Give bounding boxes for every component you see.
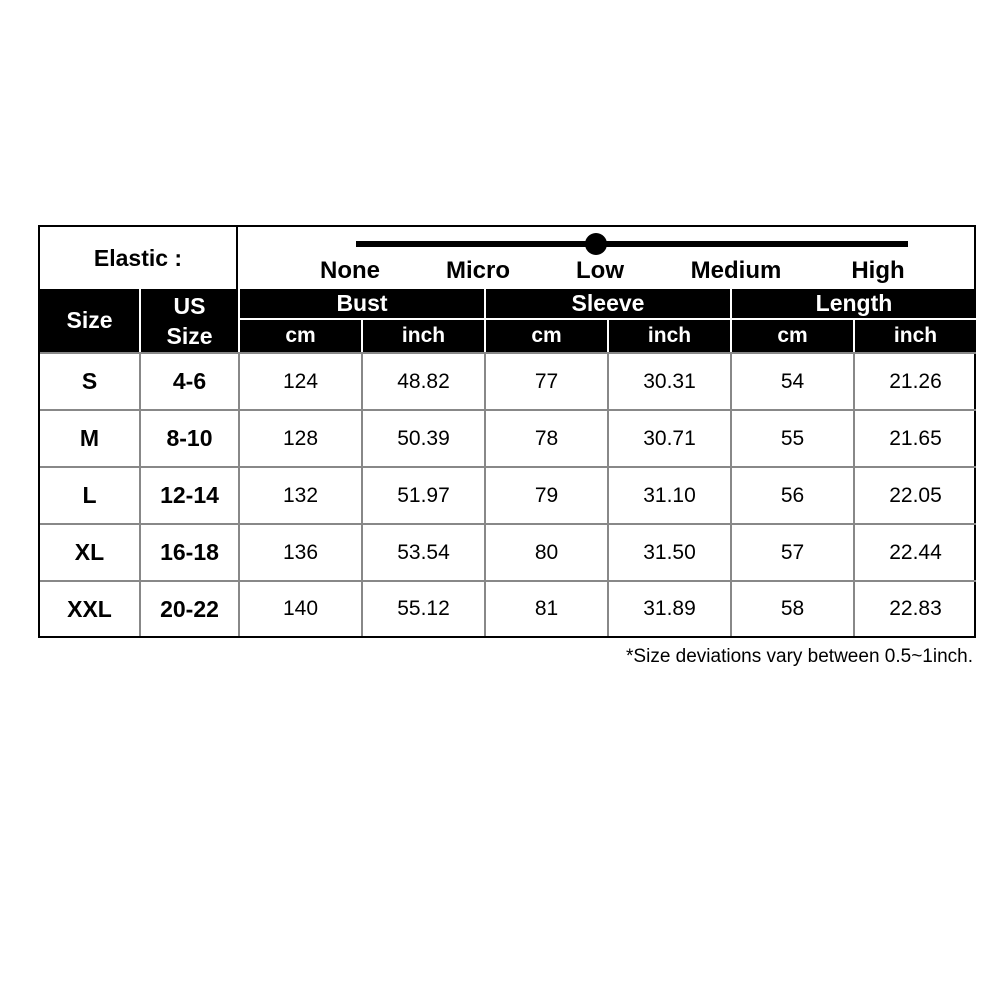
table-cell: 21.65: [853, 409, 976, 466]
table-cell: 140: [238, 580, 361, 636]
header-us-size-line1: US: [173, 292, 206, 319]
table-cell: 30.31: [607, 352, 730, 409]
header-length: Length: [730, 289, 976, 320]
header-us-size-line2: Size: [166, 322, 213, 349]
table-cell: 55: [730, 409, 853, 466]
size-chart: [38, 225, 976, 638]
elastic-level-high: High: [851, 257, 905, 284]
elastic-scale: [238, 227, 976, 289]
table-cell: 12-14: [139, 466, 238, 523]
header-unit: inch: [853, 320, 976, 352]
elastic-label: Elastic :: [40, 227, 238, 289]
elastic-level-micro: Micro: [445, 257, 511, 284]
table-cell: 53.54: [361, 523, 484, 580]
table-cell: 77: [484, 352, 607, 409]
header-bust: Bust: [238, 289, 484, 320]
table-cell: 58: [730, 580, 853, 636]
table-cell: 31.50: [607, 523, 730, 580]
table-cell: 79: [484, 466, 607, 523]
table-cell: 8-10: [139, 409, 238, 466]
table-cell: 31.89: [607, 580, 730, 636]
header-us-size: [139, 289, 238, 352]
table-cell: 30.71: [607, 409, 730, 466]
header-unit: cm: [730, 320, 853, 352]
table-cell: L: [40, 466, 139, 523]
header-unit: inch: [607, 320, 730, 352]
elastic-level-low: Low: [576, 257, 624, 284]
table-cell: 80: [484, 523, 607, 580]
elastic-level-medium: Medium: [690, 257, 782, 284]
header-unit: cm: [484, 320, 607, 352]
header-size: Size: [40, 289, 139, 352]
elastic-scale-line: [356, 241, 908, 247]
table-cell: 48.82: [361, 352, 484, 409]
table-cell: 55.12: [361, 580, 484, 636]
footnote: *Size deviations vary between 0.5~1inch.: [626, 646, 973, 667]
table-cell: 16-18: [139, 523, 238, 580]
table-cell: 81: [484, 580, 607, 636]
elastic-scale-marker: [585, 233, 607, 255]
table-cell: 31.10: [607, 466, 730, 523]
header-sleeve: Sleeve: [484, 289, 730, 320]
table-cell: 54: [730, 352, 853, 409]
table-cell: XXL: [40, 580, 139, 636]
table-cell: 22.05: [853, 466, 976, 523]
table-cell: 22.44: [853, 523, 976, 580]
table-cell: M: [40, 409, 139, 466]
table-cell: 78: [484, 409, 607, 466]
table-cell: XL: [40, 523, 139, 580]
table-cell: S: [40, 352, 139, 409]
table-cell: 124: [238, 352, 361, 409]
table-cell: 22.83: [853, 580, 976, 636]
header-unit: cm: [238, 320, 361, 352]
table-cell: 56: [730, 466, 853, 523]
table-cell: 50.39: [361, 409, 484, 466]
table-cell: 132: [238, 466, 361, 523]
table-cell: 20-22: [139, 580, 238, 636]
table-cell: 57: [730, 523, 853, 580]
header-unit: inch: [361, 320, 484, 352]
table-cell: 128: [238, 409, 361, 466]
table-cell: 4-6: [139, 352, 238, 409]
elastic-level-none: None: [320, 257, 380, 284]
table-cell: 136: [238, 523, 361, 580]
table-cell: 51.97: [361, 466, 484, 523]
table-cell: 21.26: [853, 352, 976, 409]
